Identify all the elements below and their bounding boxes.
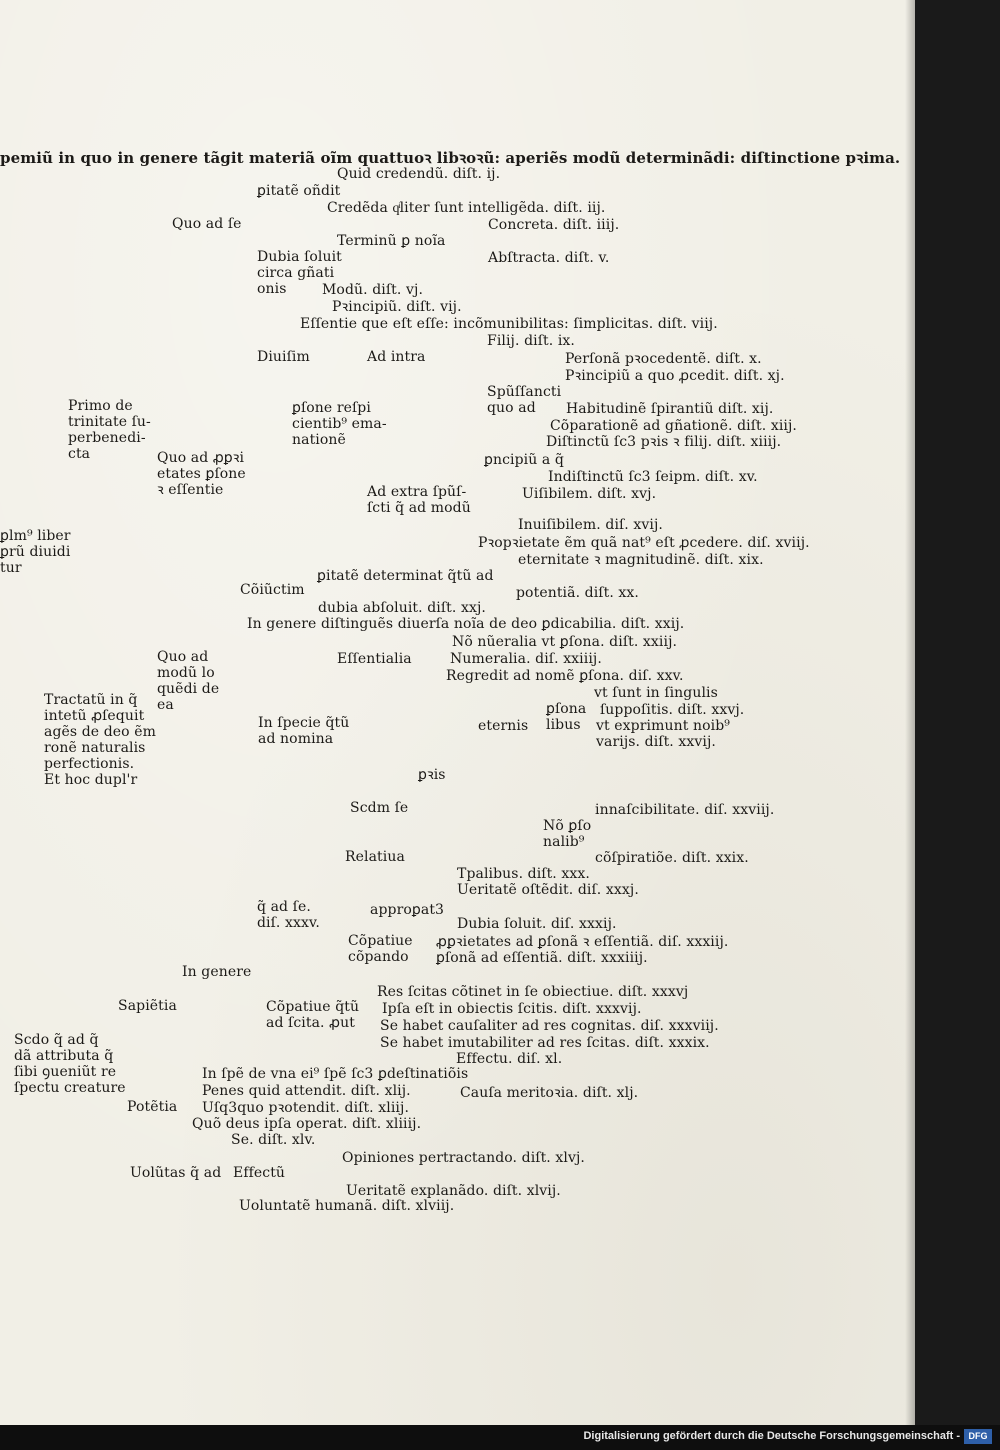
outline-entry: ꝑlm⁹ liber ꝑrũ diuidi tur xyxy=(0,528,71,576)
outline-entry: Tpalibus. diſt. xxx. xyxy=(457,866,590,882)
outline-entry: Uſq3quo pꝛotendit. diſt. xliij. xyxy=(202,1100,409,1116)
outline-entry: Penes quid attendit. diſt. xlij. xyxy=(202,1083,411,1099)
outline-entry: Concreta. diſt. iiij. xyxy=(488,217,620,233)
outline-entry: Ueritatẽ explanãdo. diſt. xlvij. xyxy=(346,1183,561,1199)
outline-entry: Tractatũ in q̃ intetũ ꝓſequit agẽs de deo ẽm ronẽ naturalis perfectionis. Et hoc dupl'r xyxy=(44,692,157,788)
outline-entry: In ſpẽ de vna ei⁹ ſpẽ ſc3 ꝑdeſtinatiõis xyxy=(202,1066,469,1082)
outline-entry: ꝓꝑꝛietates ad ꝑſonã ꝛ eſſentiã. diſ. xxxiij. xyxy=(436,934,729,950)
outline-entry: Scdo q̃ ad q̃ dã attributa q̃ ſibi ꝯueniũt re ſpectu creature xyxy=(14,1032,126,1096)
outline-entry: Diuiſim xyxy=(257,349,310,365)
outline-entry: Perſonã pꝛocedentẽ. diſt. x. xyxy=(565,351,762,367)
outline-entry: Scdm ſe xyxy=(350,800,409,816)
outline-entry: Relatiua xyxy=(345,849,405,865)
outline-entry: Modũ. diſt. vj. xyxy=(322,282,423,298)
outline-entry: Dubia ſoluit circa gñati onis xyxy=(257,249,342,297)
outline-entry: cõſpiratiõe. diſt. xxix. xyxy=(595,850,749,866)
outline-entry: potentiã. diſt. xx. xyxy=(516,585,639,601)
outline-entry: eternitate ꝛ magnitudinẽ. diſt. xix. xyxy=(518,552,764,568)
funding-notice: Digitalisierung gefördert durch die Deutsche Forschungsgemeinschaft - xyxy=(583,1430,960,1442)
outline-entry: Cõparationẽ ad gñationẽ. diſt. xiij. xyxy=(550,418,797,434)
outline-entry: vt exprimunt noib⁹ varijs. diſt. xxvij. xyxy=(596,718,730,750)
outline-entry: approꝑat3 xyxy=(370,902,445,918)
outline-entry: Inuiſibilem. diſ. xvij. xyxy=(518,517,663,533)
outline-entry: ꝑitatẽ oñdit xyxy=(257,183,341,199)
outline-entry: ꝑſone reſpi cientib⁹ ema- nationẽ xyxy=(292,400,387,448)
chapter-heading: pemiũ in quo in genere tãgit materiã oĩm quattuoꝛ libꝛoꝛũ: aperiẽs modũ determinãdi: diſtinctione pꝛima. xyxy=(0,149,901,167)
footer-bar xyxy=(0,1425,1000,1450)
outline-entry: Spũſſancti quo ad xyxy=(487,384,562,416)
dfg-logo: DFG xyxy=(964,1429,992,1444)
outline-entry: ꝑſonã ad eſſentiã. diſt. xxxiiij. xyxy=(436,950,648,966)
outline-entry: In genere diſtinguẽs diuerſa noĩa de deo ꝑdicabilia. diſt. xxij. xyxy=(247,616,685,632)
outline-entry: Se. diſt. xlv. xyxy=(231,1132,316,1148)
outline-entry: Uolũtas q̃ ad xyxy=(130,1165,222,1181)
outline-entry: Ipſa eſt in obiectis ſcitis. diſt. xxxvij. xyxy=(382,1001,642,1017)
outline-entry: Quid credendũ. diſt. ij. xyxy=(337,166,501,182)
outline-entry: Primo de trinitate ſu- perbenedi- cta xyxy=(68,398,151,462)
outline-entry: ſuppoſitis. diſt. xxvj. xyxy=(600,702,745,718)
outline-entry: innaſcibilitate. diſ. xxviij. xyxy=(595,802,775,818)
outline-entry: Quõ deus ipſa operat. diſt. xliiij. xyxy=(192,1116,422,1132)
outline-entry: Quo ad modũ lo quẽdi de ea xyxy=(157,649,220,713)
outline-entry: Ad intra xyxy=(367,349,426,365)
outline-entry: Cõpatiue q̃tũ ad ſcita. ꝓut xyxy=(266,999,360,1031)
outline-entry: Quo ad ſe xyxy=(172,216,242,232)
outline-entry: Diſtinctũ ſc3 pꝛis ꝛ filij. diſt. xiiij. xyxy=(546,434,782,450)
outline-entry: Regredit ad nomẽ ꝑſona. diſ. xxv. xyxy=(446,668,684,684)
outline-entry: Ueritatẽ oſtẽdit. diſ. xxxj. xyxy=(457,882,639,898)
outline-entry: Numeralia. diſ. xxiiij. xyxy=(450,651,602,667)
outline-entry: Effectũ xyxy=(233,1165,286,1181)
outline-entry: Terminũ ꝑ noĩa xyxy=(337,233,446,249)
outline-entry: Res ſcitas cõtinet in ſe obiectiue. diſt. xxxvj xyxy=(377,984,689,1000)
outline-entry: Dubia ſoluit. diſ. xxxij. xyxy=(457,916,617,932)
outline-entry: q̃ ad ſe. diſ. xxxv. xyxy=(257,899,320,931)
outline-entry: Se habet imutabiliter ad res ſcitas. diſt. xxxix. xyxy=(380,1035,710,1051)
page-edge-shadow xyxy=(905,0,915,1425)
outline-entry: Nõ ꝑſo nalib⁹ xyxy=(543,818,592,850)
outline-entry: Uiſibilem. diſt. xvj. xyxy=(522,486,657,502)
outline-entry: Potẽtia xyxy=(127,1099,178,1115)
outline-entry: vt ſunt in ſingulis xyxy=(594,685,718,701)
outline-entry: Ad extra ſpũſ- ſcti q̃ ad modũ xyxy=(367,484,471,516)
outline-entry: Cõpatiue cõpando xyxy=(348,933,413,965)
outline-entry: Eſſentie que eſt eſſe: incõmunibilitas: ſimplicitas. diſt. viij. xyxy=(300,316,718,332)
outline-entry: Effectu. diſ. xl. xyxy=(456,1051,563,1067)
outline-entry: Sapiẽtia xyxy=(118,998,177,1014)
outline-entry: ꝑncipiũ a q̃ xyxy=(484,452,564,468)
outline-entry: Cõiũctim xyxy=(240,582,305,598)
outline-entry: Pꝛincipiũ. diſt. vij. xyxy=(332,299,462,315)
outline-entry: Nõ nũeralia vt ꝑſona. diſt. xxiij. xyxy=(452,634,678,650)
outline-entry: Uoluntatẽ humanã. diſt. xlviij. xyxy=(239,1198,455,1214)
outline-entry: Credẽda qͥliter ſunt intelligẽda. diſt. iij. xyxy=(327,200,606,216)
outline-entry: ꝑꝛis xyxy=(418,767,446,783)
outline-entry: ꝑſona libus xyxy=(546,701,587,733)
outline-entry: Se habet cauſaliter ad res cognitas. diſ. xxxviij. xyxy=(380,1018,719,1034)
outline-entry: Pꝛopꝛietate ẽm quã nat⁹ eſt ꝓcedere. diſ. xviij. xyxy=(478,535,810,551)
outline-entry: Indiſtinctũ ſc3 ſeipm. diſt. xv. xyxy=(548,469,758,485)
outline-entry: Eſſentialia xyxy=(337,651,412,667)
outline-entry: ꝑitatẽ determinat q̃tũ ad xyxy=(317,568,494,584)
outline-entry: dubia abſoluit. diſt. xxj. xyxy=(318,600,486,616)
outline-entry: Abſtracta. diſt. v. xyxy=(488,250,610,266)
outline-entry: In ſpecie q̃tũ ad nomina xyxy=(258,715,350,747)
outline-entry: Quo ad ꝓꝑꝛi etates ꝑſone ꝛ eſſentie xyxy=(157,450,246,498)
outline-entry: Pꝛincipiũ a quo ꝓcedit. diſt. xj. xyxy=(565,368,785,384)
outline-entry: eternis xyxy=(478,718,529,734)
outline-entry: Cauſa meritoꝛia. diſt. xlj. xyxy=(460,1085,639,1101)
outline-entry: In genere xyxy=(182,964,252,980)
outline-entry: Opiniones pertractando. diſt. xlvj. xyxy=(342,1150,585,1166)
outline-entry: Filij. diſt. ix. xyxy=(487,333,575,349)
outline-entry: Habitudinẽ ſpirantiũ diſt. xij. xyxy=(566,401,774,417)
